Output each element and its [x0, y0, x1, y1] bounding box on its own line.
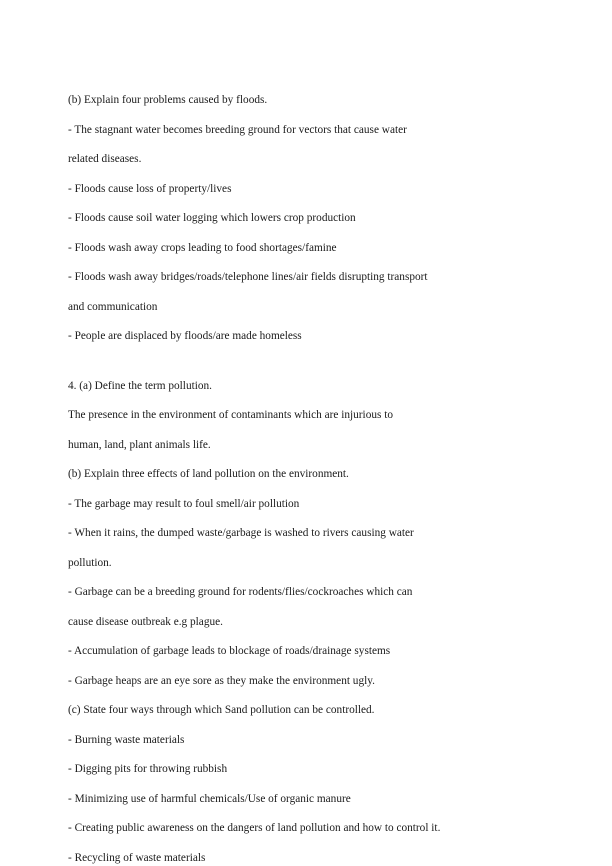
section-pollution — [68, 378, 544, 866]
section-spacer — [68, 358, 544, 378]
paragraph-line: - When it rains, the dumped waste/garbage is washed to rivers causing water — [68, 527, 414, 539]
paragraph-line: - Garbage can be a breeding ground for rodents/flies/cockroaches which can — [68, 586, 413, 598]
paragraph-line: The presence in the environment of contaminants which are injurious to — [68, 409, 394, 421]
paragraph-line: and communication — [68, 300, 158, 313]
paragraph-line: - Garbage heaps are an eye sore as they make the environment ugly. — [68, 674, 375, 687]
paragraph-line: - Floods wash away crops leading to food shortages/famine — [68, 241, 337, 254]
paragraph-line: - Creating public awareness on the dangers of land pollution and how to control it. — [68, 822, 441, 834]
paragraph-line: - Floods wash away bridges/roads/telephone lines/air fields disrupting transport — [68, 271, 428, 283]
paragraph-line: - Burning waste materials — [68, 733, 185, 746]
paragraph-line: cause disease outbreak e.g plague. — [68, 615, 223, 628]
paragraph-line: - People are displaced by floods/are made homeless — [68, 330, 302, 342]
paragraph-line: - The stagnant water becomes breeding ground for vectors that cause water — [68, 123, 407, 136]
paragraph-line: - Floods cause soil water logging which lowers crop production — [68, 212, 356, 224]
section-floods — [68, 92, 544, 344]
paragraph-line: related diseases. — [68, 153, 142, 165]
paragraph-line: - Recycling of waste materials — [68, 851, 206, 864]
paragraph-line: (b) Explain three effects of land pollution on the environment. — [68, 468, 349, 480]
paragraph-line: (b) Explain four problems caused by floods. — [68, 94, 268, 106]
paragraph-line: pollution. — [68, 556, 112, 569]
paragraph-line: - Minimizing use of harmful chemicals/Use of organic manure — [68, 792, 351, 805]
paragraph-line: - Floods cause loss of property/lives — [68, 182, 232, 195]
paragraph-line: - Digging pits for throwing rubbish — [68, 763, 228, 775]
paragraph-line: (c) State four ways through which Sand pollution can be controlled. — [68, 704, 375, 716]
paragraph-line: - Accumulation of garbage leads to blockage of roads/drainage systems — [68, 645, 391, 657]
paragraph-line: human, land, plant animals life. — [68, 438, 211, 451]
document-body — [68, 92, 544, 866]
paragraph-line: - The garbage may result to foul smell/air pollution — [68, 497, 300, 510]
paragraph-line: 4. (a) Define the term pollution. — [68, 379, 212, 392]
